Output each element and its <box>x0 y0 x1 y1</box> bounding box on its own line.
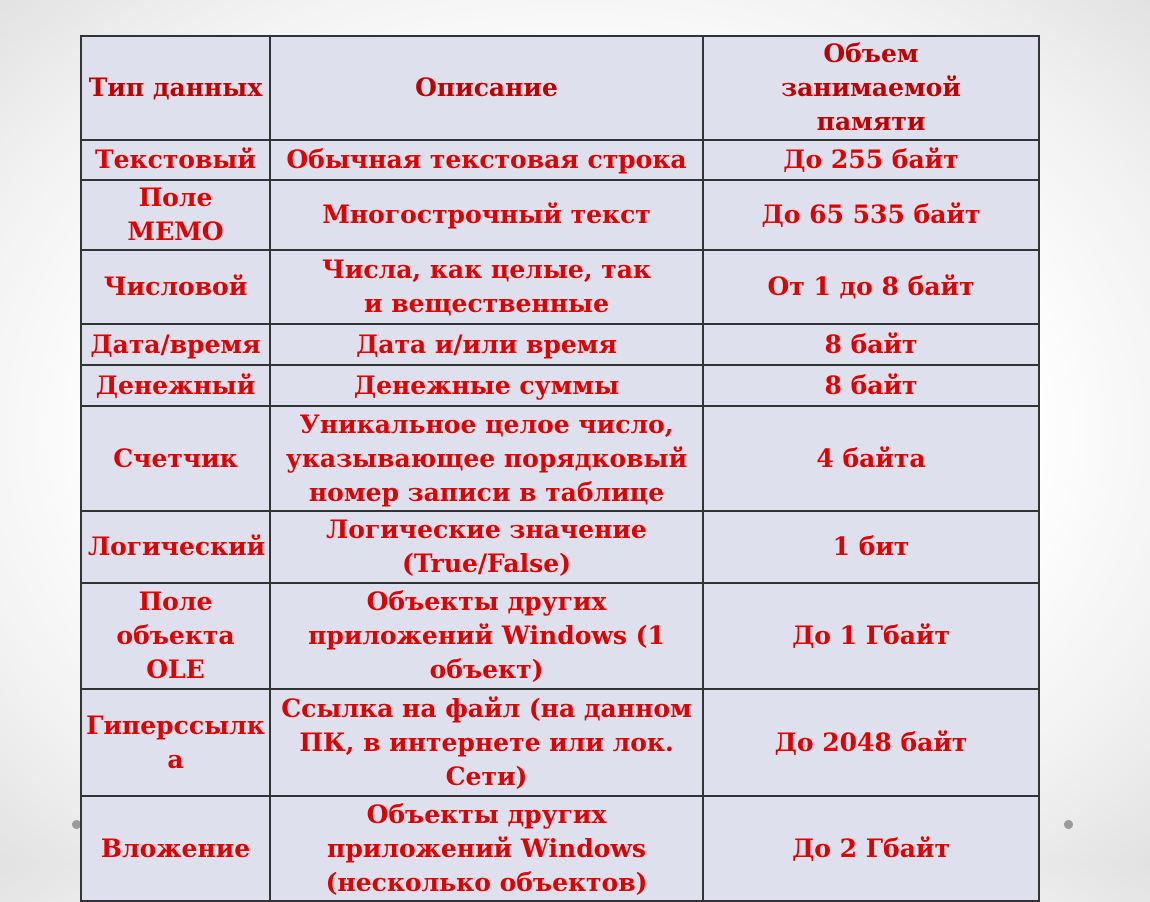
cell-type: Гиперссылка <box>81 689 270 796</box>
table-row <box>81 406 1039 511</box>
cell-size: От 1 до 8 байт <box>703 250 1039 324</box>
header-type: Тип данных <box>81 36 270 140</box>
cell-description: Обычная текстовая строка <box>270 140 703 180</box>
cell-size: 8 байт <box>703 324 1039 365</box>
header-description: Описание <box>270 36 703 140</box>
cell-description: Объекты других приложений Windows (1 объект) <box>270 583 703 689</box>
cell-description: Объекты других приложений Windows (несколько объектов) <box>270 796 703 901</box>
cell-size: До 65 535 байт <box>703 180 1039 250</box>
cell-description: Логические значение (True/False) <box>270 511 703 583</box>
table-row <box>81 583 1039 689</box>
cell-type: Поле объекта OLE <box>81 583 270 689</box>
cell-type: Денежный <box>81 365 270 406</box>
cell-type: Поле МЕМО <box>81 180 270 250</box>
data-types-table <box>80 35 1040 902</box>
cell-size: 4 байта <box>703 406 1039 511</box>
cell-description: Уникальное целое число, указывающее порядковый номер записи в таблице <box>270 406 703 511</box>
table-row <box>81 180 1039 250</box>
table-row <box>81 324 1039 365</box>
table-row <box>81 511 1039 583</box>
cell-type: Числовой <box>81 250 270 324</box>
cell-size: 8 байт <box>703 365 1039 406</box>
cell-description: Ссылка на файл (на данном ПК, в интернете или лок. Сети) <box>270 689 703 796</box>
cell-type: Текстовый <box>81 140 270 180</box>
table-row <box>81 140 1039 180</box>
table-row <box>81 365 1039 406</box>
cell-type: Счетчик <box>81 406 270 511</box>
cell-size: До 1 Гбайт <box>703 583 1039 689</box>
cell-size: До 2048 байт <box>703 689 1039 796</box>
cell-description: Многострочный текст <box>270 180 703 250</box>
cell-type: Дата/время <box>81 324 270 365</box>
cell-description: Денежные суммы <box>270 365 703 406</box>
cell-type: Логический <box>81 511 270 583</box>
cell-size: 1 бит <box>703 511 1039 583</box>
slide-dot-right <box>1064 820 1073 829</box>
cell-type: Вложение <box>81 796 270 901</box>
header-memory: Объем занимаемой памяти <box>703 36 1039 140</box>
table-row <box>81 689 1039 796</box>
table-row <box>81 250 1039 324</box>
cell-description: Числа, как целые, так и вещественные <box>270 250 703 324</box>
table-header-row <box>81 36 1039 140</box>
cell-size: До 2 Гбайт <box>703 796 1039 901</box>
cell-description: Дата и/или время <box>270 324 703 365</box>
table-row <box>81 796 1039 901</box>
cell-size: До 255 байт <box>703 140 1039 180</box>
